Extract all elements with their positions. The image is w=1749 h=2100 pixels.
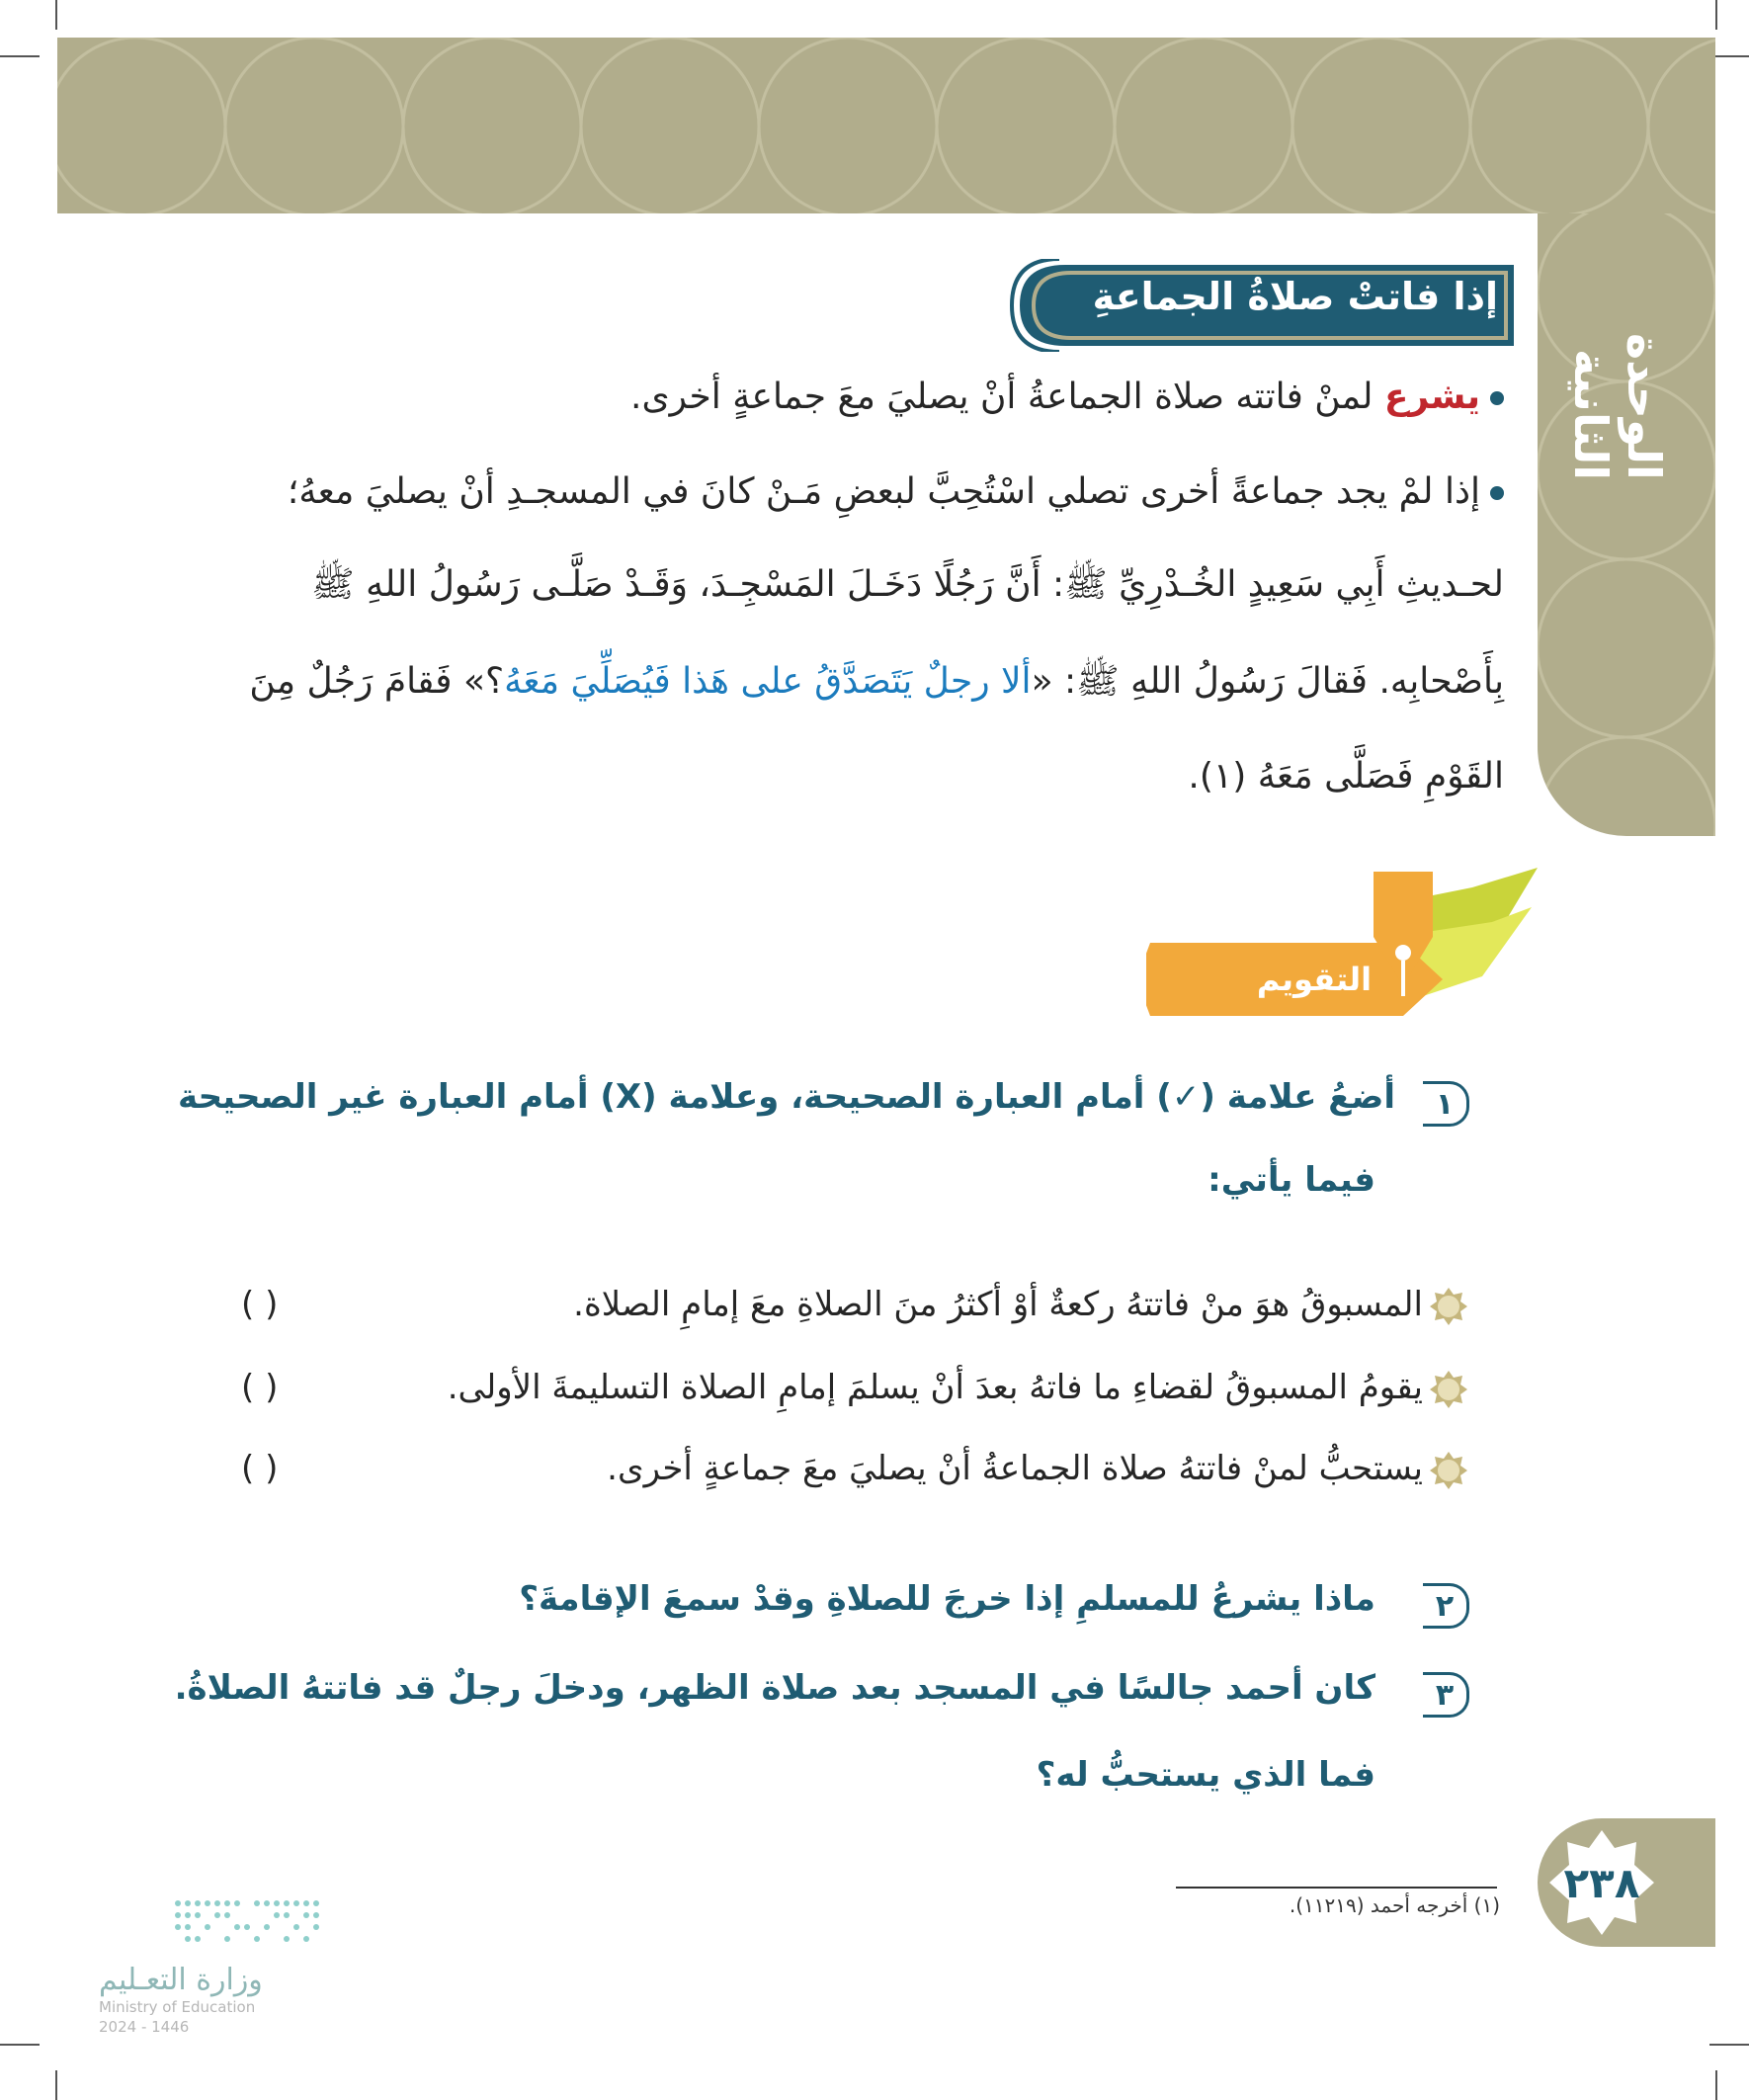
ministry-logo xyxy=(89,1893,336,1963)
star-number-icon xyxy=(1429,1451,1468,1490)
crop-mark xyxy=(1715,0,1717,30)
ministry-year: 2024 - 1446 xyxy=(99,2018,190,2036)
evaluation-badge xyxy=(1146,868,1538,1020)
bullet-dot xyxy=(1490,391,1504,405)
crop-mark xyxy=(0,55,40,57)
question-1-line-2: فيما يأتي: xyxy=(1208,1160,1375,1200)
bullet-2-line-3 xyxy=(249,652,1504,712)
ministry-name-english: Ministry of Education xyxy=(99,1998,256,2016)
statement-2: يقومُ المسبوقُ لقضاءِ ما فاتهُ بعدَ أنْ يسلمَ إمامِ الصلاة التسليمةَ الأولى. xyxy=(447,1368,1423,1407)
bullet-1 xyxy=(630,368,1504,427)
question-3-line-1: كان أحمد جالسًا في المسجد بعد صلاة الظهر، ودخلَ رجلٌ قد فاتتهُ الصلاةُ. xyxy=(174,1668,1375,1708)
crop-mark xyxy=(1709,55,1749,57)
hadith-quote: ألا رجلٌ يَتَصَدَّقُ على هَذا فَيُصَلِّيَ مَعَهُ xyxy=(504,661,1032,702)
answer-blank[interactable]: ( ) xyxy=(241,1368,279,1407)
page-number: ٢٣٨ xyxy=(1563,1858,1640,1907)
section-header xyxy=(1006,259,1520,352)
statement-1: المسبوقُ هوَ منْ فاتتهُ ركعةٌ أوْ أكثرُ منَ الصلاةِ معَ إمامِ الصلاة. xyxy=(573,1285,1423,1324)
ministry-name-arabic: وزارة التعـليم xyxy=(99,1963,263,1997)
pattern-decoration xyxy=(57,38,1715,213)
bullet-text: لمنْ فاتته صلاة الجماعةُ أنْ يصليَ معَ جماعةٍ أخرى. xyxy=(630,377,1384,417)
footnote-divider xyxy=(1176,1887,1497,1889)
crop-mark xyxy=(0,2044,40,2046)
bullet-2-line-2: لحـديثِ أَبِي سَعِيدٍ الخُـدْرِيِّ ﷺ: أَنَّ رَجُلًا دَخَـلَ المَسْجِـدَ، وَقَـدْ صَلَّـى رَسُولُ اللهِ ﷺ xyxy=(311,564,1504,605)
question-number: ١ xyxy=(1423,1081,1469,1127)
footnote: (١) أخرجه أحمد (١١٢١٩). xyxy=(1289,1893,1500,1917)
answer-blank[interactable]: ( ) xyxy=(241,1449,279,1488)
star-number-icon xyxy=(1429,1287,1468,1326)
header-band xyxy=(57,38,1715,213)
bullet-2-line-1 xyxy=(288,462,1504,522)
bullet-dot xyxy=(1490,486,1504,500)
crop-mark xyxy=(1715,2070,1717,2100)
bullet-2-line-4: القَوْمِ فَصَلَّى مَعَهُ (١). xyxy=(1188,756,1504,797)
star-number-icon xyxy=(1429,1370,1468,1409)
keyword: يشرع xyxy=(1383,377,1480,417)
question-3-line-2: فما الذي يستحبُّ له؟ xyxy=(1036,1755,1375,1795)
answer-blank[interactable]: ( ) xyxy=(241,1285,279,1324)
text-part: بِأَصْحابِه. فَقالَ رَسُولُ اللهِ ﷺ: « xyxy=(1031,661,1504,702)
crop-mark xyxy=(55,2070,57,2100)
question-number: ٣ xyxy=(1423,1672,1469,1718)
crop-mark xyxy=(1709,2044,1749,2046)
section-title: إذا فاتتْ صلاةُ الجماعةِ xyxy=(1092,275,1498,318)
unit-title: الوحدة الثانية xyxy=(1564,333,1671,480)
question-1-line-1: أضعُ علامة (✓) أمام العبارة الصحيحة، وعلامة (X) أمام العبارة غير الصحيحة xyxy=(178,1077,1395,1117)
crop-mark xyxy=(55,0,57,30)
statement-3: يستحبُّ لمنْ فاتتهُ صلاة الجماعةُ أنْ يصليَ معَ جماعةٍ أخرى. xyxy=(607,1449,1423,1488)
bullet-text: إذا لمْ يجد جماعةً أخرى تصلي اسْتُحِبَّ لبعضِ مَـنْ كانَ في المسجـدِ أنْ يصليَ معهُ؛ xyxy=(287,471,1480,512)
question-number: ٢ xyxy=(1423,1583,1469,1629)
evaluation-label: التقويم xyxy=(1256,961,1373,998)
question-2: ماذا يشرعُ للمسلمِ إذا خرجَ للصلاةِ وقدْ سمعَ الإقامةَ؟ xyxy=(519,1579,1375,1619)
text-part: ؟» فَقامَ رَجُلٌ مِنَ xyxy=(249,661,505,702)
